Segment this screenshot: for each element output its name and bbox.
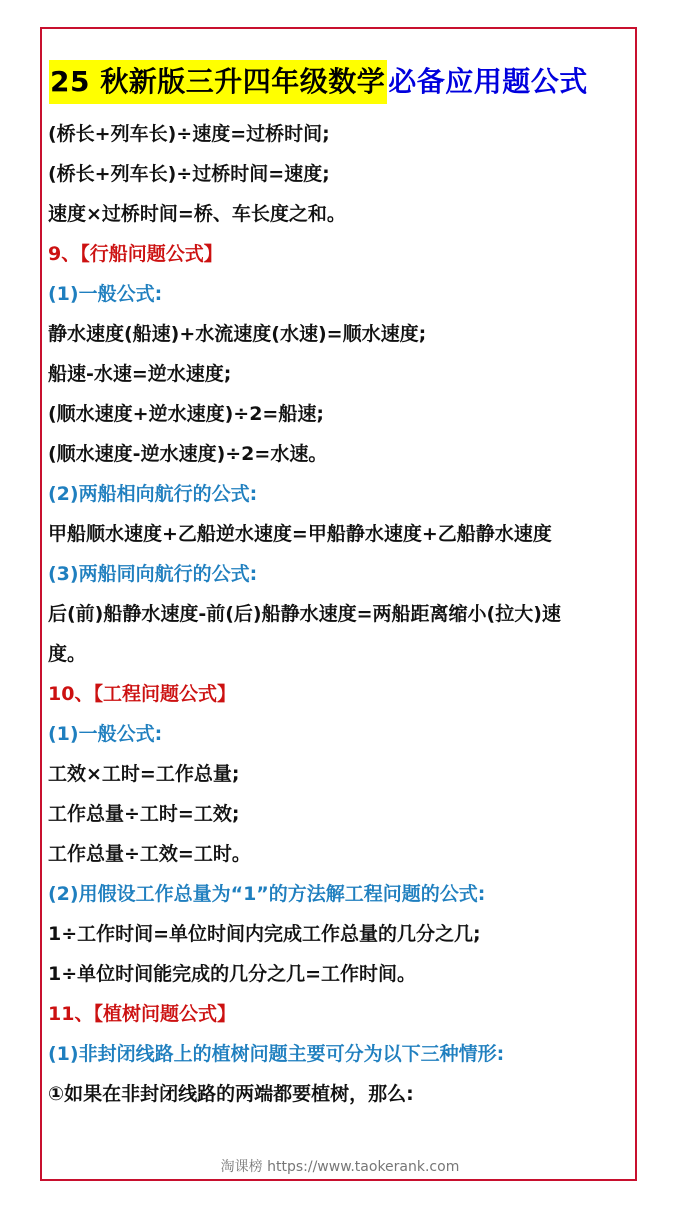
footer-watermark: 淘课榜 https://www.taokerank.com [220, 1159, 460, 1175]
text-line: 度。 [48, 643, 87, 665]
title-highlighted-part: 25 秋新版三升四年级数学 [49, 60, 387, 104]
text-line: (桥长+列车长)÷速度=过桥时间; [48, 123, 330, 145]
text-line: 工效×工时=工作总量; [48, 763, 240, 785]
text-line: 后(前)船静水速度-前(后)船静水速度=两船距离缩小(拉大)速 [48, 603, 561, 625]
formula-content [48, 114, 632, 1114]
section-heading: 9、【行船问题公式】 [48, 243, 223, 265]
text-line: (顺水速度+逆水速度)÷2=船速; [48, 403, 324, 425]
subsection-heading: (3)两船同向航行的公式: [48, 563, 258, 585]
text-line: 船速-水速=逆水速度; [48, 363, 232, 385]
section-heading: 11、【植树问题公式】 [48, 1003, 236, 1025]
subsection-heading: (2)用假设工作总量为“1”的方法解工程问题的公式: [48, 883, 486, 905]
subsection-heading: (1)非封闭线路上的植树问题主要可分为以下三种情形: [48, 1043, 505, 1065]
title-blue-part: 必备应用题公式 [388, 65, 588, 98]
subsection-heading: (1)一般公式: [48, 283, 163, 305]
text-line: 工作总量÷工效=工时。 [48, 843, 251, 865]
text-line: (桥长+列车长)÷过桥时间=速度; [48, 163, 330, 185]
text-line: 速度×过桥时间=桥、车长度之和。 [48, 203, 346, 225]
text-line: ①如果在非封闭线路的两端都要植树，那么: [48, 1083, 414, 1105]
document-title [49, 60, 588, 104]
text-line: (顺水速度-逆水速度)÷2=水速。 [48, 443, 328, 465]
text-line: 静水速度(船速)+水流速度(水速)=顺水速度; [48, 323, 427, 345]
text-line: 甲船顺水速度+乙船逆水速度=甲船静水速度+乙船静水速度 [48, 523, 552, 545]
section-heading: 10、【工程问题公式】 [48, 683, 236, 705]
subsection-heading: (1)一般公式: [48, 723, 163, 745]
subsection-heading: (2)两船相向航行的公式: [48, 483, 258, 505]
text-line: 1÷单位时间能完成的几分之几=工作时间。 [48, 963, 417, 985]
text-line: 1÷工作时间=单位时间内完成工作总量的几分之几; [48, 923, 481, 945]
text-line: 工作总量÷工时=工效; [48, 803, 240, 825]
